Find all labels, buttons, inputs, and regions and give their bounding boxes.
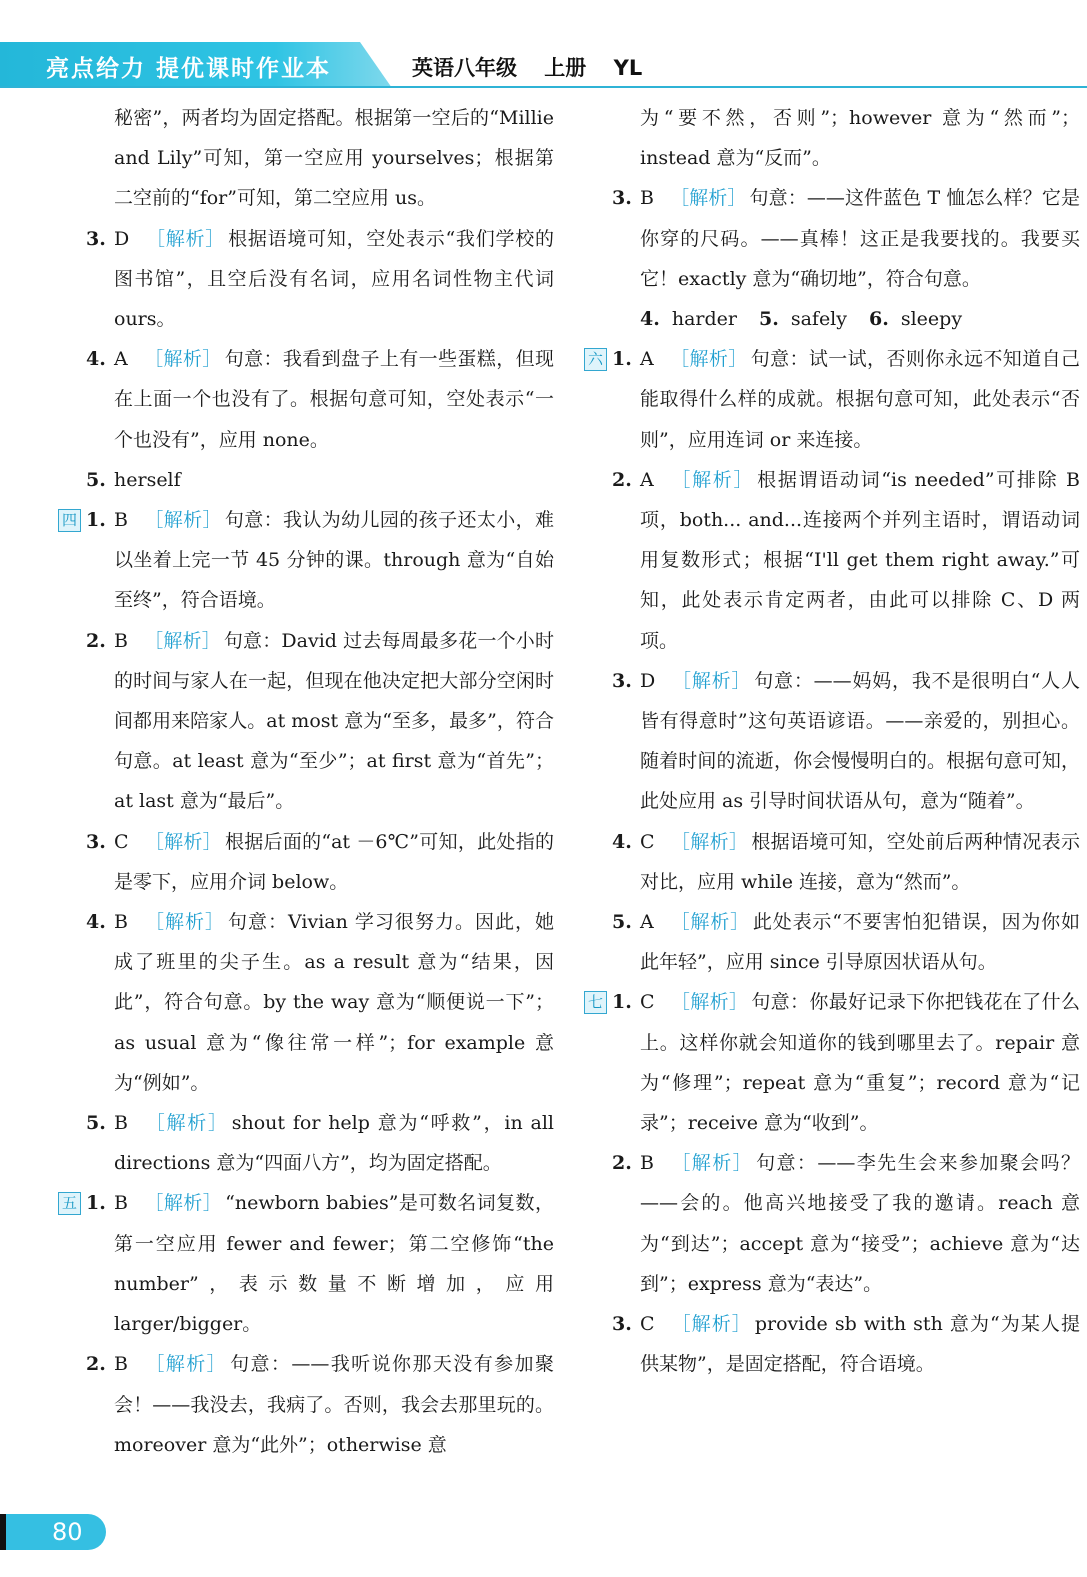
- question-number: 3.: [612, 669, 632, 692]
- answer-word: safely: [790, 308, 847, 331]
- answer-choice: C: [114, 830, 129, 853]
- explanation-text: “newborn babies”是可数名词复数，第一空应用 fewer and fewer；第二空修饰“the number”，表示数量不断增加，应用 larger/bigger。: [114, 1192, 554, 1336]
- analysis-tag: ［解析］: [143, 911, 226, 934]
- question-number: 3.: [86, 830, 106, 853]
- explanation-text: 句意：你最好记录下你把钱花在了什么上。这样你就会知道你的钱到哪里去了。repair 意为“修理”；repeat 意为“重复”；record 意为“记录”；receive 意为“收到”。: [640, 991, 1080, 1135]
- explanation-text: shout for help 意为“呼救”，in all directions 意为“四面八方”，均为固定搭配。: [114, 1112, 554, 1175]
- book-title: 英语八年级 上册 YL: [412, 56, 643, 80]
- explanation-text: 句意：试一试，否则你永远不知道自己能取得什么样的成就。根据句意可知，此处表示“否则”，应用连词 or 来连接。: [640, 348, 1080, 451]
- answer-choice: C: [640, 1313, 655, 1336]
- question-number: 4.: [640, 308, 660, 331]
- analysis-tag: ［解析］: [670, 1313, 752, 1336]
- short-answers-row: [584, 299, 1080, 339]
- answer-item: [584, 822, 1080, 902]
- question-number: 6.: [869, 308, 889, 331]
- question-number: 3.: [612, 1313, 632, 1336]
- answer-item: [584, 339, 1080, 460]
- answer-item: [58, 500, 554, 621]
- answer-choice: herself: [114, 468, 181, 491]
- answer-choice: B: [114, 911, 128, 934]
- question-number: 5.: [758, 308, 779, 331]
- answer-item: [58, 219, 554, 340]
- question-number: 1.: [86, 1192, 106, 1215]
- explanation-text: 句意：Vivian 学习很努力。因此，她成了班里的尖子生。as a result 意为“结果，因此”，符合句意。by the way 意为“顺便说一下”；as usual 意为“像往常一样”；for example 意为“例如”。: [114, 911, 554, 1094]
- question-number: 3.: [86, 227, 106, 250]
- question-number: 4.: [86, 348, 106, 371]
- header-divider: [0, 86, 1087, 88]
- question-number: 1.: [612, 991, 632, 1014]
- answer-choice: B: [640, 187, 654, 210]
- explanation-text: 句意：我认为幼儿园的孩子还太小，难以坐着上完一节 45 分钟的课。through 意为“自始至终”，符合语境。: [114, 509, 554, 612]
- answer-choice: D: [640, 669, 656, 692]
- left-answer-column: [58, 98, 554, 1465]
- analysis-tag: ［解析］: [143, 1192, 223, 1215]
- right-answer-column: [584, 98, 1080, 1385]
- answer-choice: A: [640, 468, 654, 491]
- answer-item: [584, 178, 1080, 299]
- answer-choice: B: [114, 509, 128, 532]
- analysis-tag: ［解析］: [670, 991, 749, 1014]
- question-number: 2.: [86, 629, 106, 652]
- answer-word: harder: [671, 308, 737, 331]
- explanation-text: 句意：——李先生会来参加聚会吗？——会的。他高兴地接受了我的邀请。reach 意为“到达”；accept 意为“接受”；achieve 意为“达到”；express 意为“表达”。: [640, 1152, 1080, 1295]
- section-marker: 四: [58, 509, 81, 532]
- question-number: 3.: [612, 187, 632, 210]
- answer-item: [584, 902, 1080, 982]
- analysis-tag: ［解析］: [143, 509, 222, 532]
- answer-choice: C: [640, 991, 655, 1014]
- analysis-tag: ［解析］: [669, 187, 747, 210]
- analysis-tag: ［解析］: [145, 227, 226, 250]
- analysis-tag: ［解析］: [144, 830, 222, 853]
- question-number: 1.: [612, 348, 632, 371]
- question-number: 2.: [612, 468, 632, 491]
- answer-item: [58, 339, 554, 460]
- analysis-tag: ［解析］: [143, 1353, 228, 1376]
- answer-item: [584, 460, 1080, 661]
- explanation-text: 根据语境可知，空处表示“我们学校的图书馆”，且空后没有名词，应用名词性物主代词 ours。: [114, 227, 554, 331]
- analysis-tag: ［解析］: [671, 669, 752, 692]
- page-edge-marker: [0, 1514, 6, 1550]
- analysis-tag: ［解析］: [143, 629, 221, 652]
- explanation-text: 根据后面的“at －6℃”可知，此处指的是零下，应用介词 below。: [114, 830, 554, 893]
- answer-item: [58, 1344, 554, 1465]
- answer-item: [58, 902, 554, 1103]
- analysis-tag: ［解析］: [669, 911, 750, 934]
- answer-choice: C: [640, 830, 655, 853]
- section-marker: 七: [584, 991, 607, 1014]
- answer-item: [58, 1103, 554, 1183]
- answer-item: [584, 1304, 1080, 1384]
- question-number: 1.: [86, 509, 106, 532]
- question-number: 4.: [86, 911, 106, 934]
- section-marker: 五: [58, 1192, 81, 1215]
- explanation-text: 根据谓语动词“is needed”可排除 B 项，both... and...连接两个并列主语时，谓语动词用复数形式；根据“I'll get them right away.”可知，此处表示肯定两者，由此可以排除 C、D 两项。: [640, 468, 1080, 652]
- explanation-text: 句意：——我听说你那天没有参加聚会！——我没去，我病了。否则，我会去那里玩的。moreover 意为“此外”；otherwise 意: [114, 1353, 554, 1456]
- answer-item: [584, 661, 1080, 822]
- answer-choice: A: [640, 348, 654, 371]
- answer-word: sleepy: [900, 308, 963, 331]
- answer-choice: D: [114, 227, 130, 250]
- question-number: 5.: [86, 1112, 106, 1135]
- question-number: 5.: [612, 911, 632, 934]
- answer-item: [58, 621, 554, 822]
- question-number: 2.: [86, 1353, 106, 1376]
- answer-item: [58, 822, 554, 902]
- explanation-text: 句意：David 过去每周最多花一个小时的时间与家人在一起，但现在他决定把大部分空闲时间都用来陪家人。at most 意为“至多，最多”，符合句意。at least 意为“至少”；at first 意为“首先”；at last 意为“最后”。: [114, 629, 554, 813]
- answer-choice: A: [114, 348, 128, 371]
- answer-item: [58, 460, 554, 500]
- section-marker: 六: [584, 348, 607, 371]
- answer-item: [584, 1143, 1080, 1304]
- analysis-tag: ［解析］: [669, 468, 755, 491]
- page-header: [0, 0, 1087, 88]
- explanation-text: 句意：——妈妈，我不是很明白“人人皆有得意时”这句英语谚语。——亲爱的，别担心。随着时间的流逝，你会慢慢明白的。根据句意可知，此处应用 as 引导时间状语从句，意为“随着”。: [640, 669, 1080, 813]
- analysis-tag: ［解析］: [669, 1152, 754, 1175]
- question-number: 2.: [612, 1152, 632, 1175]
- answer-choice: B: [114, 1192, 128, 1215]
- explanation-text: 根据语境可知，空处前后两种情况表示对比，应用 while 连接，意为“然而”。: [640, 830, 1080, 893]
- explanation-text: provide sb with sth 意为“为某人提供某物”，是固定搭配，符合语境。: [640, 1313, 1080, 1376]
- explanation-text: 句意：——这件蓝色 T 恤怎么样？它是你穿的尺码。——真棒！这正是我要找的。我要买它！exactly 意为“确切地”，符合句意。: [640, 187, 1080, 290]
- answer-item: [584, 982, 1080, 1143]
- answer-item: [58, 1183, 554, 1344]
- answer-choice: B: [114, 1353, 128, 1376]
- analysis-tag: ［解析］: [143, 1112, 229, 1135]
- explanation-text: 句意：我看到盘子上有一些蛋糕，但现在上面一个也没有了。根据句意可知，空处表示“一个也没有”，应用 none。: [114, 348, 554, 451]
- explanation-text: 此处表示“不要害怕犯错误，因为你如此年轻”，应用 since 引导原因状语从句。: [640, 911, 1080, 974]
- continued-text: 为“要不然，否则”；however 意为“然而”；instead 意为“反而”。: [640, 107, 1080, 170]
- answer-choice: B: [114, 1112, 128, 1135]
- question-number: 5.: [86, 468, 106, 491]
- analysis-tag: ［解析］: [669, 348, 748, 371]
- question-number: 4.: [612, 830, 632, 853]
- answer-choice: B: [640, 1152, 654, 1175]
- analysis-tag: ［解析］: [143, 348, 222, 371]
- analysis-tag: ［解析］: [670, 830, 749, 853]
- continued-text: 秘密”，两者均为固定搭配。根据第一空后的“Millie and Lily”可知，第一空应用 yourselves；根据第二空前的“for”可知，第二空应用 us。: [114, 107, 554, 210]
- answer-choice: A: [640, 911, 654, 934]
- page-number: 80: [52, 1518, 83, 1546]
- series-title: 亮点给力 提优课时作业本: [46, 56, 332, 82]
- answer-choice: B: [114, 629, 128, 652]
